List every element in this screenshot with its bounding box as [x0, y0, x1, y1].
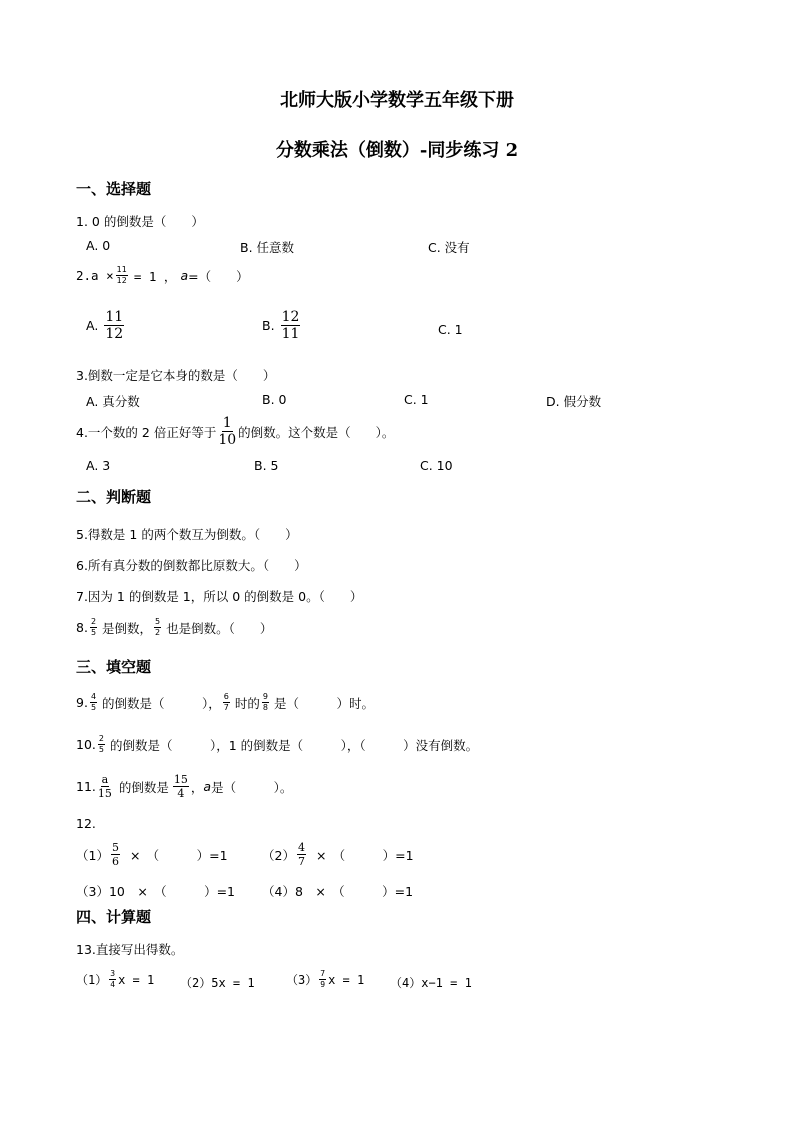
- question-2-variable: a: [180, 268, 189, 283]
- question-2-stem: 2.a × $\frac{11}{12}$ = 1 ， a =（ ）: [76, 265, 249, 285]
- question-4-stem: 4.一个数的 2 倍正好等于 $\frac{1}{10}$ 的倒数。这个数是（ ）。: [76, 415, 395, 448]
- section-heading-calc: 四、计算题: [76, 908, 152, 926]
- question-12-part-2: （2） $\frac{4}{7}$ × （ ）=1: [262, 841, 414, 868]
- question-8: 8. $\frac{2}{5}$ 是倒数， $\frac{5}{2}$ 也是倒数。（ ）: [76, 617, 273, 637]
- question-4-option-c: C. 10: [420, 458, 453, 473]
- question-12-label: 12.: [76, 816, 96, 831]
- question-4-option-b: B. 5: [254, 458, 279, 473]
- section-heading-choice: 一、选择题: [76, 180, 152, 198]
- page-title: 北师大版小学数学五年级下册: [280, 90, 514, 111]
- question-2-prefix: 2.a ×: [76, 268, 114, 283]
- question-1-option-b: B. 任意数: [240, 240, 295, 255]
- question-13-stem: 13.直接写出得数。: [76, 942, 184, 957]
- question-2-fraction: $\frac{11}{12}$: [116, 265, 127, 285]
- question-1-stem: 1. 0 的倒数是（ ）: [76, 214, 204, 229]
- question-3-option-c: C. 1: [404, 392, 429, 407]
- question-4-option-a: A. 3: [86, 458, 111, 473]
- section-heading-fill: 三、填空题: [76, 658, 152, 676]
- section-heading-judge: 二、判断题: [76, 488, 152, 506]
- question-1-option-a: A. 0: [86, 238, 111, 253]
- question-2-option-b: B. $\frac{12}{11}$: [262, 309, 300, 342]
- question-7: 7.因为 1 的倒数是 1，所以 0 的倒数是 0。（ ）: [76, 589, 363, 604]
- question-13-part-4: （4）x−1 = 1: [390, 976, 472, 990]
- question-13-part-1: （1） $\frac{3}{4}$ x = 1: [76, 969, 155, 989]
- page-subtitle: 分数乘法（倒数）-同步练习 2: [275, 140, 519, 161]
- question-2-option-c: C. 1: [438, 322, 463, 337]
- question-11: 11. $\frac{a}{15}$ 的倒数是 $\frac{15}{4}$ ， a 是（ ）。: [76, 773, 293, 800]
- question-3-option-b: B. 0: [262, 392, 287, 407]
- question-3-option-a: A. 真分数: [86, 394, 140, 409]
- question-2-option-a: A. $\frac{11}{12}$: [86, 309, 124, 342]
- question-12-part-4: （4）8 × （ ）=1: [262, 884, 414, 899]
- question-12-part-1: （1） $\frac{5}{6}$ × （ ）=1: [76, 841, 228, 868]
- question-10: 10. $\frac{2}{5}$ 的倒数是（ ），1 的倒数是（ ），（ ）没有倒数。: [76, 734, 479, 754]
- question-6: 6.所有真分数的倒数都比原数大。（ ）: [76, 558, 307, 573]
- question-3-stem: 3.倒数一定是它本身的数是（ ）: [76, 368, 276, 383]
- question-13-part-2: （2）5x = 1: [180, 976, 255, 990]
- question-12-part-3: （3）10 × （ ）=1: [76, 884, 236, 899]
- question-3-option-d: D. 假分数: [546, 394, 602, 409]
- question-5: 5.得数是 1 的两个数互为倒数。（ ）: [76, 527, 298, 542]
- question-9: 9. $\frac{4}{5}$ 的倒数是（ ）， $\frac{6}{7}$ 时的 $\frac{9}{8}$ 是（ ）时。: [76, 692, 375, 712]
- question-13-part-3: （3） $\frac{7}{9}$ x = 1: [286, 969, 365, 989]
- question-1-option-c: C. 没有: [428, 240, 470, 255]
